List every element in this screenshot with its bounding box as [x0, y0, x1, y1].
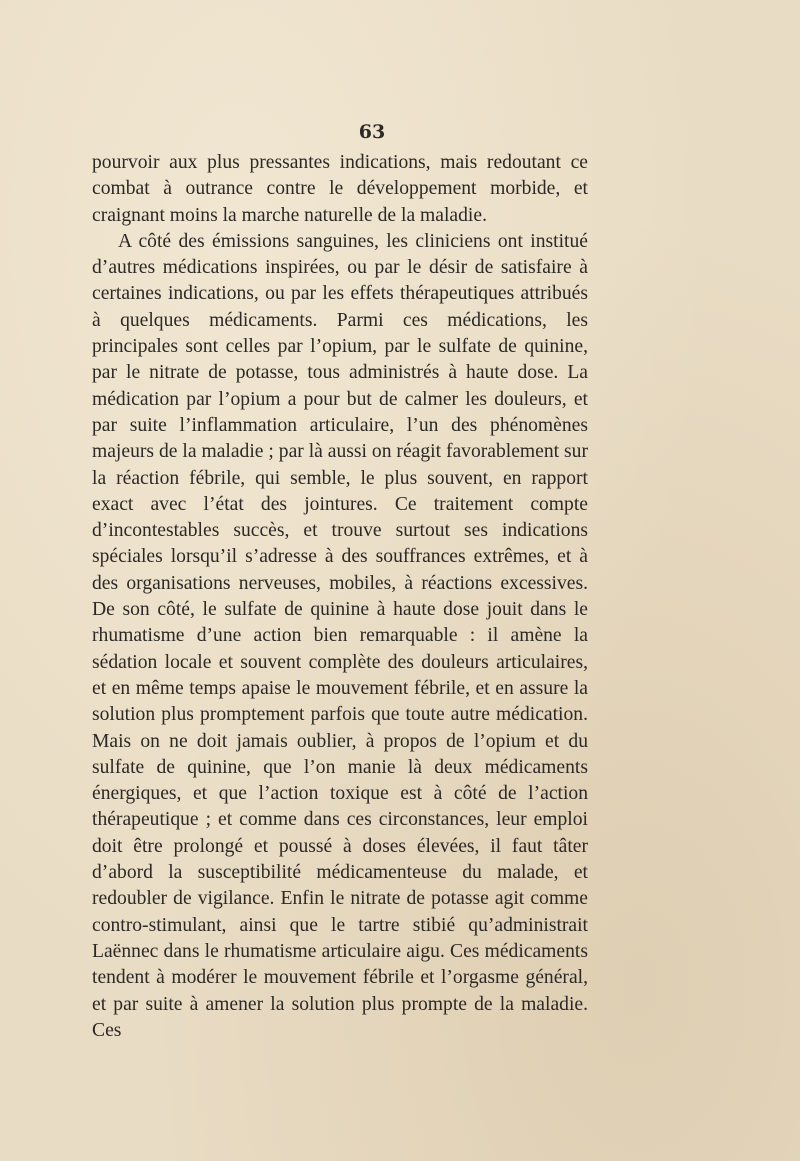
paragraph-2: A côté des émissions sanguines, les cliniciens ont institué d’autres médications inspirées, ou par le désir de satisfaire à certaines indications, ou par les effets thérapeutiques attribués à quelques médicaments. Parmi ces médications, les principales sont celles par l’opium, par le sulfate de quinine, par le nitrate de potasse, tous administrés à haute dose. La médication par l’opium a pour but de calmer les douleurs, et par suite l’inflammation articulaire, l’un des phénomènes majeurs de la maladie ; par là aussi on réagit favorablement sur la réaction fébrile, qui semble, le plus souvent, en rapport exact avec l’état des jointures. Ce traitement compte d’incontestables succès, et trouve surtout ses indications spéciales lorsqu’il s’adresse à des souffrances extrêmes, et à des organisations nerveuses, mobiles, à réactions excessives. De son côté, le sulfate de quinine à haute dose jouit dans le rhumatisme d’une action bien remarquable : il amène la sédation locale et souvent complète des douleurs articulaires, et en même temps apaise le mouvement fébrile, et en assure la solution plus promptement parfois que toute autre médication. Mais on ne doit jamais oublier, à propos de l’opium et du sulfate de quinine, que l’on manie là deux médicaments énergiques, et que l’action toxique est à côté de l’action thérapeutique ; et comme dans ces circonstances, leur emploi doit être prolongé et poussé à doses élevées, il faut tâter d’abord la susceptibilité médicamenteuse du malade, et redoubler de vigilance. Enfin le nitrate de potasse agit comme contro-stimulant, ainsi que le tartre stibié qu’administrait Laënnec dans le rhumatisme articulaire aigu. Ces médicaments tendent à modérer le mouvement fébrile et l’orgasme général, et par suite à amener la solution plus prompte de la maladie. Ces	[92, 230, 588, 1041]
paragraph-1: pourvoir aux plus pressantes indications, mais redoutant ce combat à outrance contre le développement morbide, et craignant moins la marche naturelle de la maladie.	[92, 152, 588, 226]
page-number: 63	[358, 121, 386, 143]
body-text	[92, 150, 588, 1044]
